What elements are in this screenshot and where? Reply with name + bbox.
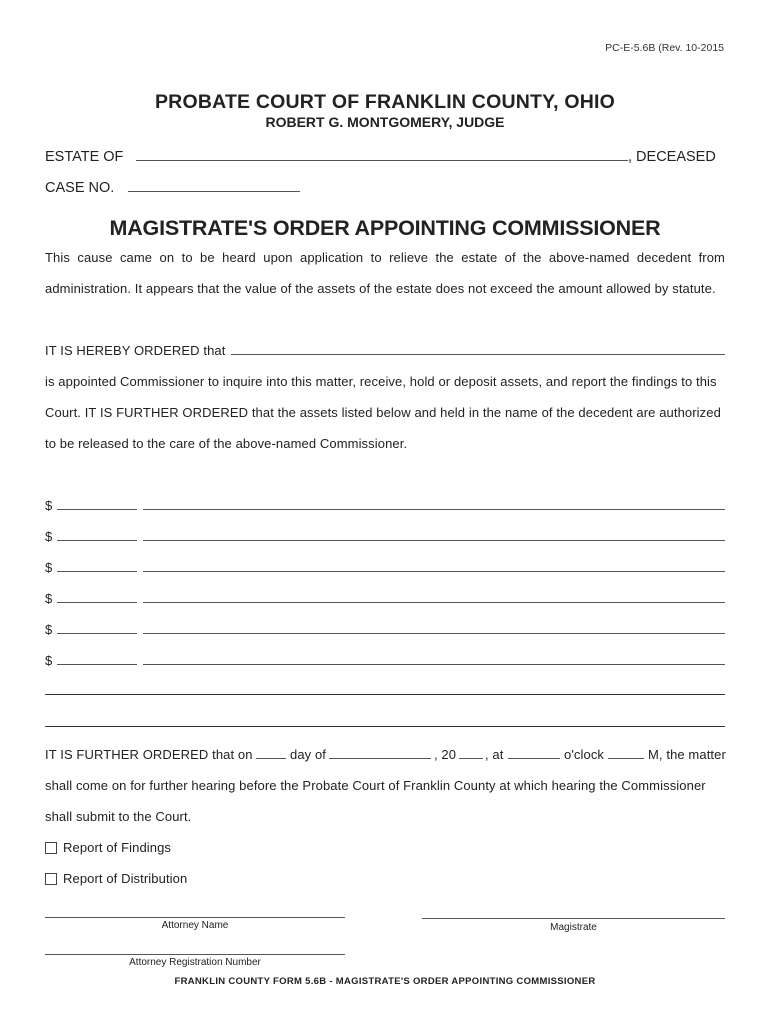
form-title: MAGISTRATE'S ORDER APPOINTING COMMISSIONER: [109, 216, 661, 240]
estate-label: ESTATE OF: [45, 149, 124, 165]
asset-description-field[interactable]: [143, 602, 725, 603]
am-pm-field[interactable]: [608, 758, 644, 759]
asset-description-field[interactable]: [143, 509, 725, 510]
magistrate-label: Magistrate: [550, 922, 597, 933]
asset-row-dollar: $: [45, 653, 53, 668]
report-distribution-label: Report of Distribution: [63, 871, 188, 886]
appointed-line-2: Court. IT IS FURTHER ORDERED that the assets listed below and held in the name of the decedent are authorized: [45, 405, 721, 420]
asset-amount-field[interactable]: [57, 540, 137, 541]
year-prefix-label: , 20: [434, 747, 457, 762]
intro-line-2: administration. It appears that the value of the assets of the estate does not exceed the amount allowed by statute.: [45, 281, 716, 296]
asset-amount-field[interactable]: [57, 571, 137, 572]
deceased-label: , DECEASED: [628, 149, 716, 165]
judge-name: ROBERT G. MONTGOMERY, JUDGE: [265, 114, 505, 130]
hearing-line-2: shall submit to the Court.: [45, 809, 192, 824]
month-field[interactable]: [329, 758, 431, 759]
footer-title: FRANKLIN COUNTY FORM 5.6B - MAGISTRATE'S ORDER APPOINTING COMMISSIONER: [174, 976, 596, 987]
asset-row-dollar: $: [45, 498, 53, 513]
asset-row-dollar: $: [45, 591, 53, 606]
court-name: PROBATE COURT OF FRANKLIN COUNTY, OHIO: [154, 91, 616, 113]
m-matter-label: M, the matter: [648, 747, 726, 762]
day-field[interactable]: [256, 758, 286, 759]
attorney-signature-line[interactable]: [45, 917, 345, 918]
further-ordered-label: IT IS FURTHER ORDERED that on: [45, 747, 253, 762]
asset-amount-field[interactable]: [57, 602, 137, 603]
at-label: , at: [485, 747, 504, 762]
ordered-label: IT IS HEREBY ORDERED that: [45, 343, 226, 358]
intro-line-1: This cause came on to be heard upon application to relieve the estate of the above-named decedent from: [45, 250, 725, 265]
case-number-field[interactable]: [128, 191, 300, 192]
form-code: PC-E-5.6B (Rev. 10-2015: [605, 42, 724, 54]
oclock-label: o'clock: [564, 747, 605, 762]
year-field[interactable]: [459, 758, 483, 759]
asset-description-field[interactable]: [143, 540, 725, 541]
time-field[interactable]: [508, 758, 560, 759]
asset-row-dollar: $: [45, 560, 53, 575]
report-findings-checkbox[interactable]: [45, 842, 57, 854]
case-label: CASE NO.: [45, 180, 115, 196]
magistrate-signature-line[interactable]: [422, 918, 725, 919]
asset-amount-field[interactable]: [57, 664, 137, 665]
asset-amount-field[interactable]: [57, 633, 137, 634]
hearing-line-1: shall come on for further hearing before the Probate Court of Franklin County at which hearing the Commissioner: [45, 778, 706, 793]
asset-description-field[interactable]: [143, 664, 725, 665]
estate-name-field[interactable]: [136, 160, 628, 161]
asset-amount-field[interactable]: [57, 509, 137, 510]
commissioner-name-field[interactable]: [231, 354, 725, 355]
attorney-name-label: Attorney Name: [161, 920, 229, 931]
asset-description-field[interactable]: [143, 571, 725, 572]
appointed-line-1: is appointed Commissioner to inquire into this matter, receive, hold or deposit assets, and report the findings to this: [45, 374, 717, 389]
day-of-label: day of: [290, 747, 327, 762]
report-distribution-checkbox[interactable]: [45, 873, 57, 885]
asset-description-field[interactable]: [143, 633, 725, 634]
report-findings-label: Report of Findings: [63, 840, 172, 855]
attorney-registration-label: Attorney Registration Number: [129, 957, 261, 968]
additional-line[interactable]: [45, 726, 725, 727]
asset-row-dollar: $: [45, 622, 53, 637]
appointed-line-3: to be released to the care of the above-named Commissioner.: [45, 436, 408, 451]
attorney-registration-line[interactable]: [45, 954, 345, 955]
asset-row-dollar: $: [45, 529, 53, 544]
additional-line[interactable]: [45, 694, 725, 695]
